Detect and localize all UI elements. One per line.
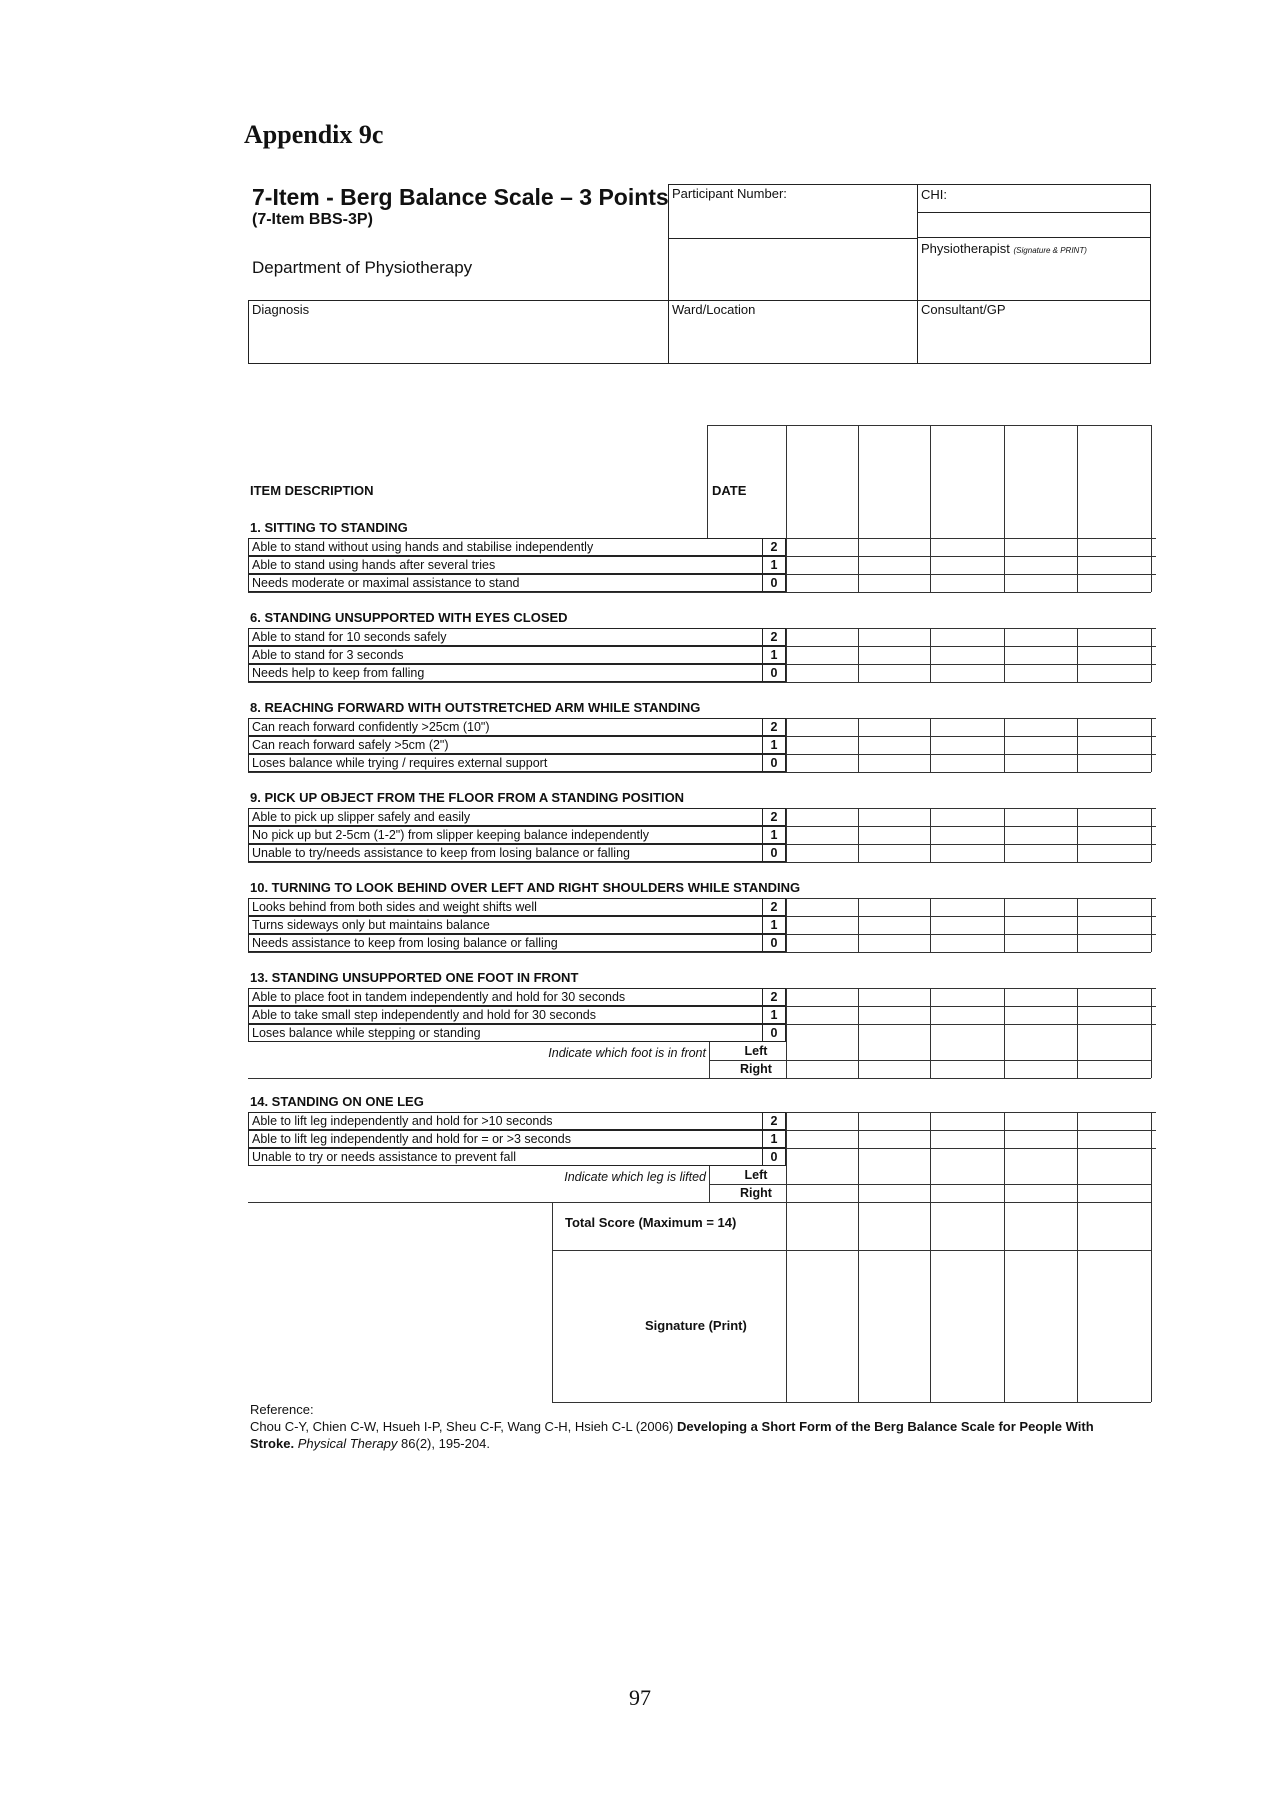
option-score: 2 [762,538,786,556]
option-row: Able to lift leg independently and hold for >10 seconds [248,1112,762,1130]
option-score: 2 [762,988,786,1006]
score-row-line [786,754,1156,755]
date-column-line[interactable] [786,628,787,682]
option-row: Loses balance while trying / requires external support [248,754,762,772]
date-column-line[interactable] [1004,538,1005,592]
date-column-line[interactable] [930,718,931,772]
date-column-line[interactable] [858,1112,859,1202]
option-row: Able to take small step independently and hold for 30 seconds [248,1006,762,1024]
total-score-label: Total Score (Maximum = 14) [565,1215,737,1230]
date-column-line[interactable] [1151,1112,1152,1202]
score-row-line [786,556,1156,557]
option-row: Turns sideways only but maintains balance [248,916,762,934]
total-top-line [552,1202,1151,1203]
section-title: 6. STANDING UNSUPPORTED WITH EYES CLOSED [250,610,568,625]
score-row-line [786,844,1156,845]
date-column-line[interactable] [1151,898,1152,952]
date-column-line[interactable] [786,988,787,1078]
participant-divider [668,238,918,239]
score-row-line [786,664,1156,665]
score-row-line [786,808,1156,809]
date-column-line[interactable] [1151,718,1152,772]
option-score: 1 [762,826,786,844]
indicate-label: Indicate which foot is in front [548,1046,706,1060]
option-score: 2 [762,1112,786,1130]
right-option: Right [740,1062,772,1076]
score-row-line [786,826,1156,827]
option-score: 2 [762,898,786,916]
option-row: Able to lift leg independently and hold for = or >3 seconds [248,1130,762,1148]
date-column-line[interactable] [1151,538,1152,592]
date-column-line[interactable] [1077,898,1078,952]
option-score: 2 [762,718,786,736]
option-score: 0 [762,574,786,592]
date-column-line[interactable] [786,898,787,952]
option-row: Unable to try or needs assistance to prevent fall [248,1148,762,1166]
score-row-line [786,916,1156,917]
form-title: 7-Item - Berg Balance Scale – 3 Points [252,184,669,210]
option-row: Unable to try/needs assistance to keep from losing balance or falling [248,844,762,862]
score-row-line [786,1148,1156,1149]
date-column-line[interactable] [1151,808,1152,862]
date-column-line[interactable] [1004,628,1005,682]
option-score: 1 [762,556,786,574]
score-row-line [786,538,1156,539]
option-row: Can reach forward safely >5cm (2") [248,736,762,754]
option-score: 0 [762,754,786,772]
option-row: Needs moderate or maximal assistance to stand [248,574,762,592]
date-heading: DATE [712,483,747,498]
option-row: Able to stand for 3 seconds [248,646,762,664]
section-bottom-line [248,862,1151,863]
date-column-line[interactable] [786,808,787,862]
option-score: 0 [762,664,786,682]
date-column-line[interactable] [1077,808,1078,862]
date-header-column[interactable] [1077,425,1078,538]
date-column-line[interactable] [858,628,859,682]
date-column-line[interactable] [930,808,931,862]
option-score: 1 [762,1130,786,1148]
score-row-line [786,1006,1156,1007]
section-bottom-line [248,952,1151,953]
section-title: 14. STANDING ON ONE LEG [250,1094,424,1109]
option-score: 2 [762,628,786,646]
left-option: Left [744,1044,768,1058]
date-column-line[interactable] [930,898,931,952]
chi-label: CHI: [921,187,947,202]
item-description-heading: ITEM DESCRIPTION [250,483,374,498]
date-column-line[interactable] [1077,988,1078,1078]
date-column-line[interactable] [786,1112,787,1202]
signature-bottom-line [552,1402,1151,1403]
reference-heading: Reference: [250,1402,314,1417]
physiotherapist-label: Physiotherapist (Signature & PRINT) [921,241,1087,256]
physiotherapist-note: (Signature & PRINT) [1013,246,1087,255]
total-column-line[interactable] [786,1202,787,1402]
option-row: Can reach forward confidently >25cm (10") [248,718,762,736]
date-header-column[interactable] [1004,425,1005,538]
date-column-line[interactable] [1077,718,1078,772]
section-title: 10. TURNING TO LOOK BEHIND OVER LEFT AND RIGHT SHOULDERS WHILE STANDING [250,880,801,895]
participant-number-label: Participant Number: [672,186,787,201]
consultant-gp-field[interactable] [917,300,1151,364]
score-row-line [786,1130,1156,1131]
option-row: Needs assistance to keep from losing balance or falling [248,934,762,952]
section-bottom-line [248,682,1151,683]
diagnosis-field[interactable] [248,300,669,364]
score-row-line [786,1024,1156,1025]
date-column-line[interactable] [858,898,859,952]
page-number: 97 [629,1685,651,1710]
date-column-line[interactable] [858,718,859,772]
option-score: 1 [762,916,786,934]
option-row: No pick up but 2-5cm (1-2") from slipper keeping balance independently [248,826,762,844]
reference-text: Chou C-Y, Chien C-W, Hsueh I-P, Sheu C-F, Wang C-H, Hsieh C-L (2006) Developing a Short Form of the Berg Balance Scale for People With Stroke. Physical Therapy 86(2), 195-204. [250,1419,1094,1451]
right-option: Right [740,1186,772,1200]
option-row: Loses balance while stepping or standing [248,1024,762,1042]
option-row: Able to pick up slipper safely and easily [248,808,762,826]
score-row-line [786,988,1156,989]
consultant-gp-label: Consultant/GP [921,302,1006,317]
date-column-line[interactable] [1077,538,1078,592]
department-label: Department of Physiotherapy [252,258,473,277]
date-column-line[interactable] [1151,988,1152,1078]
chi-field[interactable] [917,184,1151,213]
date-column-line[interactable] [1077,1112,1078,1202]
physiotherapist-field[interactable] [917,237,1151,301]
option-row: Needs help to keep from falling [248,664,762,682]
date-column-line[interactable] [786,718,787,772]
left-option: Left [744,1168,768,1182]
total-bottom-line [552,1250,1151,1251]
form-subtitle: (7-Item BBS-3P) [252,211,373,228]
date-column-line[interactable] [1151,628,1152,682]
date-column-line[interactable] [1004,718,1005,772]
score-row-line [786,898,1156,899]
appendix-heading: Appendix 9c [244,120,384,149]
grid-top-border [707,425,1151,426]
indicate-divider [709,1042,710,1078]
date-column-line[interactable] [930,988,931,1078]
date-column-line[interactable] [1004,988,1005,1078]
date-header-column[interactable] [786,425,787,538]
date-header-column[interactable] [858,425,859,538]
option-row: Able to place foot in tandem independently and hold for 30 seconds [248,988,762,1006]
score-row-line [786,646,1156,647]
option-row: Able to stand without using hands and stabilise independently [248,538,762,556]
section-bottom-line [248,1078,1151,1079]
option-score: 2 [762,808,786,826]
date-column-line[interactable] [858,988,859,1078]
total-column-line[interactable] [1004,1202,1005,1402]
section-title: 8. REACHING FORWARD WITH OUTSTRETCHED ARM WHILE STANDING [250,700,701,715]
section-title: 13. STANDING UNSUPPORTED ONE FOOT IN FRONT [250,970,579,985]
indicate-label: Indicate which leg is lifted [564,1170,706,1184]
total-column-line[interactable] [1077,1202,1078,1402]
option-row: Able to stand using hands after several tries [248,556,762,574]
date-column-line[interactable] [1004,808,1005,862]
option-score: 1 [762,646,786,664]
indicate-divider [709,1166,710,1202]
date-column-line[interactable] [930,628,931,682]
option-score: 1 [762,736,786,754]
option-score: 0 [762,1148,786,1166]
score-row-line [786,574,1156,575]
date-column-line[interactable] [1004,1112,1005,1202]
date-column-line[interactable] [858,808,859,862]
total-column-line[interactable] [1151,1202,1152,1402]
total-column-line[interactable] [858,1202,859,1402]
option-score: 0 [762,1024,786,1042]
section-bottom-line [248,772,1151,773]
section-title: 9. PICK UP OBJECT FROM THE FLOOR FROM A STANDING POSITION [250,790,685,805]
date-column-line[interactable] [1004,898,1005,952]
date-column-line[interactable] [858,538,859,592]
score-row-line [786,736,1156,737]
date-header-column[interactable] [1151,425,1152,538]
section-title: 1. SITTING TO STANDING [250,520,408,535]
chi-extra-field[interactable] [917,212,1151,238]
date-header-left [707,425,708,538]
score-row-line [786,628,1156,629]
ward-location-field[interactable] [668,300,918,364]
option-row: Looks behind from both sides and weight shifts well [248,898,762,916]
diagnosis-label: Diagnosis [252,302,310,317]
section-bottom-line [248,592,1151,593]
total-left-line [552,1202,553,1402]
date-column-line[interactable] [930,1112,931,1202]
signature-label: Signature (Print) [645,1318,747,1333]
participant-number-field[interactable] [668,184,918,301]
date-header-column[interactable] [930,425,931,538]
score-row-line [786,934,1156,935]
option-score: 1 [762,1006,786,1024]
total-column-line[interactable] [930,1202,931,1402]
score-row-line [786,1112,1156,1113]
option-score: 0 [762,934,786,952]
score-row-line [786,718,1156,719]
date-column-line[interactable] [786,538,787,592]
ward-location-label: Ward/Location [672,302,756,317]
date-column-line[interactable] [930,538,931,592]
option-score: 0 [762,844,786,862]
date-column-line[interactable] [1077,628,1078,682]
option-row: Able to stand for 10 seconds safely [248,628,762,646]
